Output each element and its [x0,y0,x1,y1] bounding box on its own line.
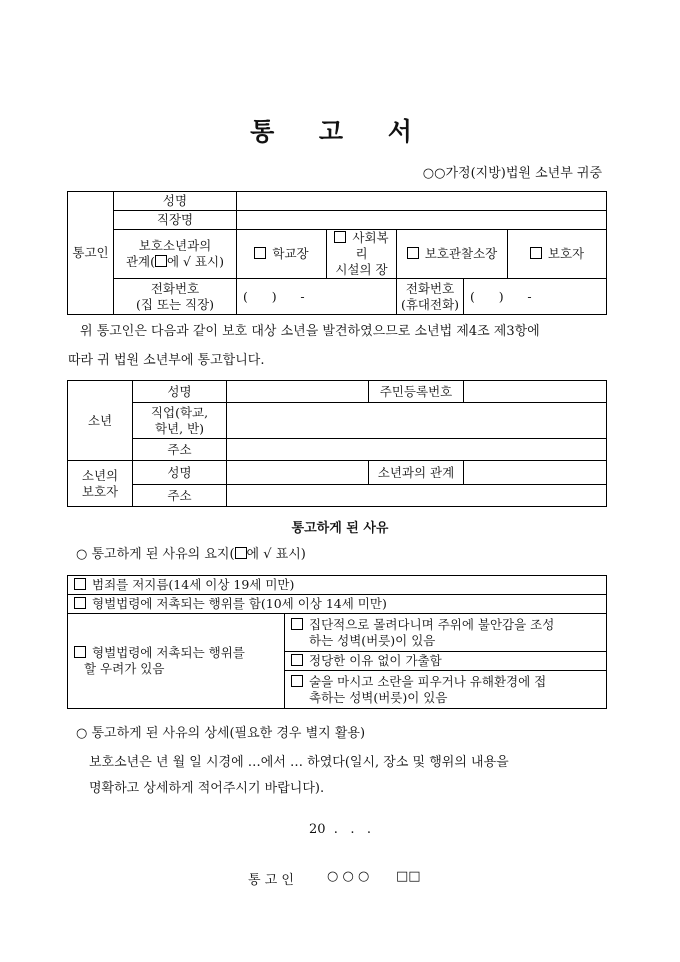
reporter-section-label: 통고인 [68,192,114,315]
checkbox-icon [254,247,266,259]
reporter-table [67,191,607,315]
reason-table [67,575,607,709]
relation-label: 보호소년과의 관계( 에 √ 표시) [114,230,237,279]
checkbox-icon [74,597,86,609]
guardian-section-label: 소년의 보호자 [68,461,133,507]
workplace-field[interactable] [237,211,607,230]
date-line[interactable]: 20 . . . [309,822,371,837]
seal-mark: □□ [396,869,421,884]
juvenile-address-label: 주소 [133,439,227,461]
juvenile-name-field[interactable] [227,381,369,403]
reason-summary-line: ○ 통고하게 된 사유의 요지( 에 √ 표시) [76,547,306,562]
phone-field[interactable]: ( ) - [237,279,397,315]
workplace-label: 직장명 [114,211,237,230]
juvenile-section-label: 소년 [68,381,133,461]
reason-detail-line-2: 명확하고 상세하게 적어주시기 바랍니다). [89,781,325,796]
checkbox-icon [74,578,86,590]
phone-label: 전화번호 (집 또는 직장) [114,279,237,315]
relation-option-principal[interactable]: 학교장 [237,230,327,279]
reason-option-offense[interactable]: 형벌법령에 저촉되는 행위를 함(10세 이상 14세 미만) [68,595,607,614]
checkbox-icon [74,646,86,658]
reason-heading: 통고하게 된 사유 [291,521,389,536]
reason-detail-line-1[interactable]: 보호소년은 년 월 일 시경에 …에서 … 하였다(일시, 장소 및 행위의 내용을 [89,755,509,770]
relation-option-welfare[interactable]: 사회복리 시설의 장 [327,230,397,279]
guardian-relation-label: 소년과의 관계 [369,461,464,485]
addressee: ○○가정(지방)법원 소년부 귀중 [422,166,602,181]
signature-name[interactable]: ○ ○ ○ [327,869,370,884]
guardian-name-field[interactable] [227,461,369,485]
checkbox-icon [334,231,346,243]
document-title: 통 고 서 [250,117,430,146]
guardian-name-label: 성명 [133,461,227,485]
checkbox-glyph [235,547,247,559]
reason-detail-heading: ○ 통고하게 된 사유의 상세(필요한 경우 별지 활용) [76,726,366,741]
reason-sub-group[interactable]: 집단적으로 몰려다니며 주위에 불안감을 조성 하는 성벽(버릇)이 있음 [285,614,607,652]
guardian-address-field[interactable] [227,485,607,507]
rrn-label: 주민등록번호 [369,381,464,403]
job-label: 직업(학교, 학년, 반) [133,403,227,439]
checkbox-icon [291,654,303,666]
signature-label: 통 고 인 [248,873,294,888]
reporter-name-label: 성명 [114,192,237,211]
relation-option-guardian[interactable]: 보호자 [508,230,607,279]
juvenile-name-label: 성명 [133,381,227,403]
checkbox-icon [407,247,419,259]
juvenile-address-field[interactable] [227,439,607,461]
checkbox-icon [291,618,303,630]
checkbox-icon [291,675,303,687]
relation-option-probation[interactable]: 보호관찰소장 [397,230,508,279]
mobile-label: 전화번호 (휴대전화) [397,279,464,315]
juvenile-table [67,380,607,507]
job-field[interactable] [227,403,607,439]
mobile-field[interactable]: ( ) - [464,279,607,315]
checkbox-icon [530,247,542,259]
intro-line-1: 위 통고인은 다음과 같이 보호 대상 소년을 발견하였으므로 소년법 제4조 제3항에 [80,324,540,339]
reporter-name-field[interactable] [237,192,607,211]
checkbox-glyph [155,255,167,267]
guardian-relation-field[interactable] [464,461,607,485]
reason-option-risk[interactable]: 형벌법령에 저촉되는 행위를 할 우려가 있음 [68,614,285,709]
reason-sub-drinking[interactable]: 술을 마시고 소란을 피우거나 유해환경에 접 촉하는 성벽(버릇)이 있음 [285,671,607,709]
reason-sub-runaway[interactable]: 정당한 이유 없이 가출함 [285,652,607,671]
guardian-address-label: 주소 [133,485,227,507]
intro-line-2: 따라 귀 법원 소년부에 통고합니다. [68,353,265,368]
rrn-field[interactable] [464,381,607,403]
reason-option-crime[interactable]: 범죄를 저지름(14세 이상 19세 미만) [68,576,607,595]
